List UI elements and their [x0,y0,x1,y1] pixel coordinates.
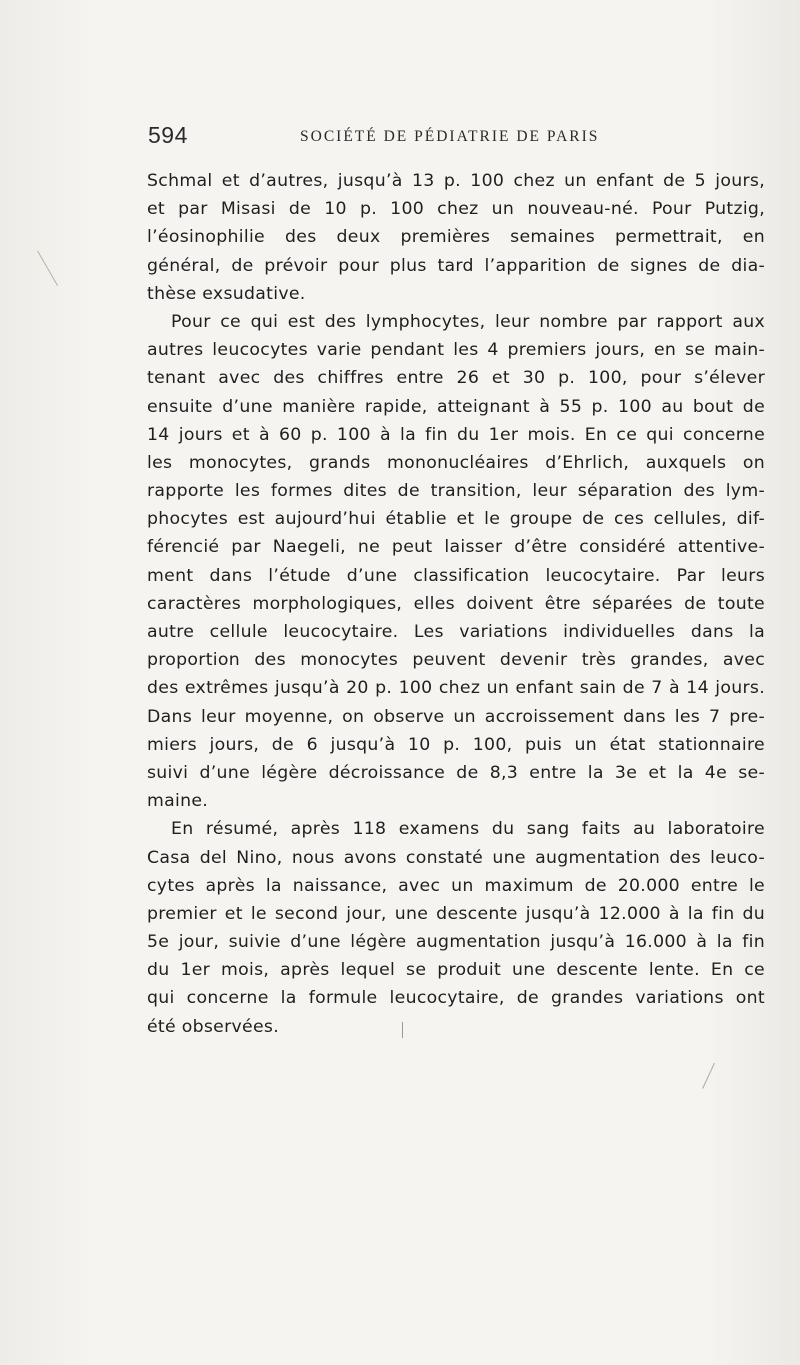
text-line: ment dans l’étude d’une classification leucocytaire. Par leurs [147,565,765,586]
paragraph [147,815,765,1041]
text-line: des extrêmes jusqu’à 20 p. 100 chez un enfant sain de 7 à 14 jours. [147,678,765,699]
text-line: les monocytes, grands mononucléaires d’Ehrlich, auxquels on [147,452,765,473]
text-line: thèse exsudative. [147,283,306,304]
text-line: rapporte les formes dites de transition, leur séparation des lym- [147,481,765,502]
text-line: du 1er mois, après lequel se produit une descente lente. En ce [147,960,765,981]
running-head: SOCIÉTÉ DE PÉDIATRIE DE PARIS [300,128,600,145]
text-line: 5e jour, suivie d’une légère augmentation jusqu’à 16.000 à la fin [147,932,765,953]
text-line: 14 jours et à 60 p. 100 à la fin du 1er mois. En ce qui concerne [147,424,765,445]
text-line: Dans leur moyenne, on observe un accroissement dans les 7 pre- [147,706,765,727]
text-line: suivi d’une légère décroissance de 8,3 entre la 3e et la 4e se- [147,762,765,783]
text-line: et par Misasi de 10 p. 100 chez un nouveau-né. Pour Putzig, [147,199,765,220]
text-line: phocytes est aujourd’hui établie et le groupe de ces cellules, dif- [147,509,765,530]
text-line: Schmal et d’autres, jusqu’à 13 p. 100 chez un enfant de 5 jours, [147,171,765,191]
paragraph [147,308,765,815]
text-line: cytes après la naissance, avec un maximum de 20.000 entre le [147,875,765,896]
paragraph [147,167,765,308]
text-line: miers jours, de 6 jusqu’à 10 p. 100, puis un état stationnaire [147,734,765,755]
text-line: Pour ce qui est des lymphocytes, leur nombre par rapport aux [171,311,765,332]
body-text [147,167,765,1041]
text-line: En résumé, après 118 examens du sang faits au laboratoire [171,819,765,840]
scan-mark [702,1063,716,1089]
scan-mark [402,1022,405,1038]
text-line: caractères morphologiques, elles doivent être séparées de toute [147,593,765,614]
page-header [148,122,764,150]
text-line: férencié par Naegeli, ne peut laisser d’être considéré attentive- [147,537,765,558]
text-line: tenant avec des chiffres entre 26 et 30 p. 100, pour s’élever [147,368,765,389]
text-line: été observées. [147,1016,280,1037]
text-line: autres leucocytes varie pendant les 4 premiers jours, en se main- [147,340,765,361]
text-line: Casa del Nino, nous avons constaté une augmentation des leuco- [147,847,765,868]
text-line: ensuite d’une manière rapide, atteignant à 55 p. 100 au bout de [147,396,765,417]
text-line: général, de prévoir pour plus tard l’apparition de signes de dia- [147,255,765,276]
text-line: proportion des monocytes peuvent devenir très grandes, avec [147,650,765,671]
text-line: qui concerne la formule leucocytaire, de grandes variations ont [147,988,765,1009]
text-line: premier et le second jour, une descente jusqu’à 12.000 à la fin du [147,903,765,924]
text-line: maine. [147,791,209,812]
text-line: autre cellule leucocytaire. Les variations individuelles dans la [147,622,765,642]
text-line: l’éosinophilie des deux premières semaines permettrait, en [147,227,765,248]
scan-mark [37,250,59,286]
page-number: 594 [148,122,188,148]
